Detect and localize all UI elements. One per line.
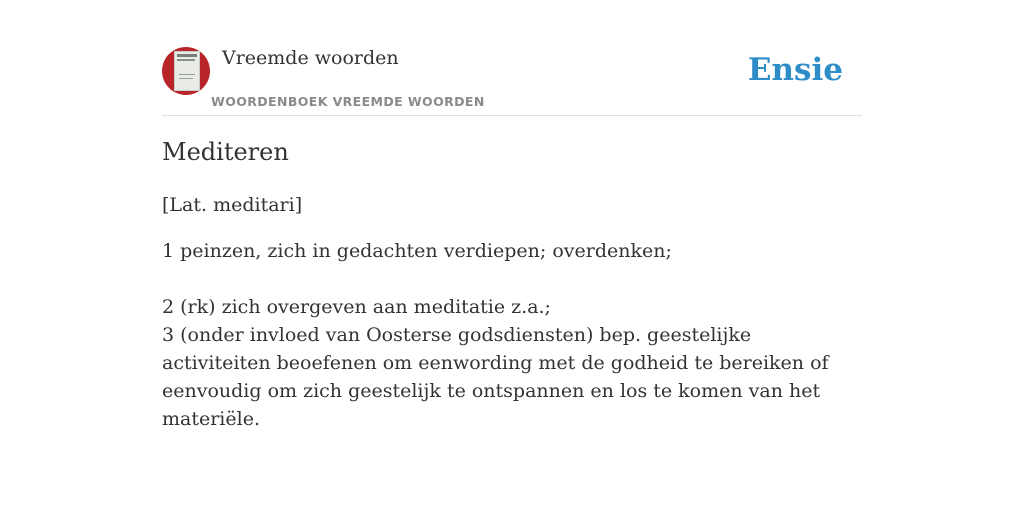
definition-sense-2: 2 (rk) zich overgeven aan meditatie z.a.; <box>162 296 551 318</box>
etymology: [Lat. meditari] <box>162 194 303 216</box>
definition <box>162 237 842 433</box>
cover-text-line <box>179 78 193 79</box>
definition-spacer <box>162 265 842 293</box>
book-cover-icon[interactable] <box>162 47 210 95</box>
cover-text-line <box>179 74 195 75</box>
brand-logo[interactable]: Ensie <box>747 52 843 88</box>
definition-sense-1: 1 peinzen, zich in gedachten verdiepen; overdenken; <box>162 240 672 262</box>
book-title[interactable]: Vreemde woorden <box>222 47 399 69</box>
cover-title-line <box>177 54 197 57</box>
book-cover-page <box>174 51 200 91</box>
book-subtitle: WOORDENBOEK VREEMDE WOORDEN <box>211 94 485 109</box>
headword: Mediteren <box>162 138 289 166</box>
definition-sense-3: 3 (onder invloed van Oosterse godsdiensten) bep. geestelijke activiteiten beoefenen om eenwording met de godheid te bereiken of eenvoudig om zich geestelijk te ontspannen en los te komen van het materiële. <box>162 324 829 430</box>
cover-title-line <box>177 59 195 61</box>
entry-header <box>162 44 862 116</box>
entry-card <box>162 44 862 430</box>
